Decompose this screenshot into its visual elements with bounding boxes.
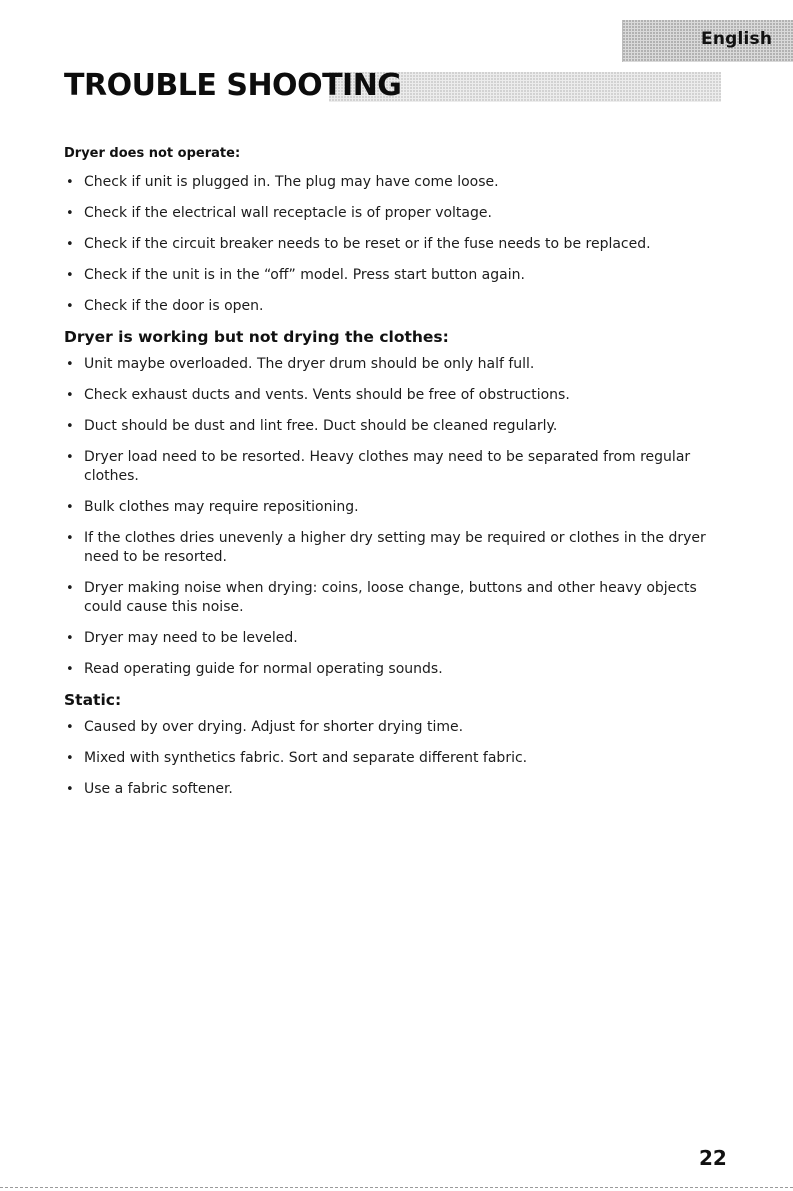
bullet-list xyxy=(64,355,724,679)
language-label: English xyxy=(701,29,773,49)
list-item: • Mixed with synthetics fabric. Sort and separate different fabric. xyxy=(64,749,724,768)
list-item: • Use a fabric softener. xyxy=(64,780,724,799)
bottom-divider xyxy=(0,1187,793,1188)
list-item: • Unit maybe overloaded. The dryer drum should be only half full. xyxy=(64,355,724,374)
section-heading: Dryer does not operate: xyxy=(64,146,241,161)
list-item: • Check if unit is plugged in. The plug may have come loose. xyxy=(64,173,724,192)
list-item: • Check exhaust ducts and vents. Vents should be free of obstructions. xyxy=(64,386,724,405)
list-item: • Duct should be dust and lint free. Duct should be cleaned regularly. xyxy=(64,417,724,436)
section-static xyxy=(64,691,724,799)
title-band xyxy=(64,70,721,108)
page-title: TROUBLE SHOOTING xyxy=(64,68,402,103)
list-item: • If the clothes dries unevenly a higher dry setting may be required or clothes in the dryer need to be resorted. xyxy=(64,529,724,567)
troubleshooting-content xyxy=(64,146,724,811)
page-number: 22 xyxy=(699,1146,727,1170)
list-item: • Caused by over drying. Adjust for shorter drying time. xyxy=(64,718,724,737)
section-heading: Static: xyxy=(64,691,122,709)
section-heading: Dryer is working but not drying the clothes: xyxy=(64,328,449,346)
section-working-not-drying xyxy=(64,328,724,679)
list-item: • Check if the unit is in the “off” model. Press start button again. xyxy=(64,266,724,285)
list-item: • Check if the electrical wall receptacle is of proper voltage. xyxy=(64,204,724,223)
list-item: • Check if the door is open. xyxy=(64,297,724,316)
list-item: • Dryer may need to be leveled. xyxy=(64,629,724,648)
bullet-list xyxy=(64,718,724,799)
list-item: • Check if the circuit breaker needs to be reset or if the fuse needs to be replaced. xyxy=(64,235,724,254)
language-tab xyxy=(622,20,793,62)
list-item: • Bulk clothes may require repositioning. xyxy=(64,498,724,517)
list-item: • Dryer load need to be resorted. Heavy clothes may need to be separated from regular clothes. xyxy=(64,448,724,486)
list-item: • Dryer making noise when drying: coins, loose change, buttons and other heavy objects could cause this noise. xyxy=(64,579,724,617)
bullet-list xyxy=(64,173,724,316)
section-dryer-does-not-operate xyxy=(64,146,724,316)
list-item: • Read operating guide for normal operating sounds. xyxy=(64,660,724,679)
